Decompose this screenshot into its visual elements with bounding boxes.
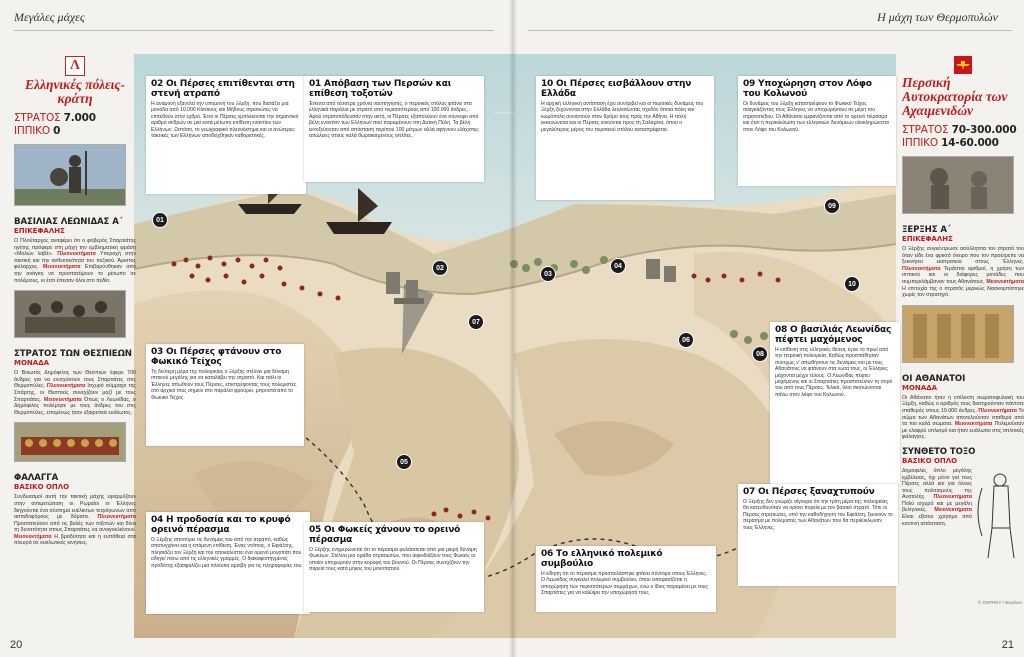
unit-name: ΟΙ ΑΘΑΝΑΤΟΙ [902, 373, 966, 384]
unit-description: Οι Αθάνατοι ήταν η επίλεκτη σωματοφυλακή του Ξέρξη, καθώς ο αριθμός τους διατηρούνταν πάντοτε σταθερός στους 10.000 άνδρες. Πλεονεκτήματα Το σώμα των Αθανάτων αποτελούνταν σταθερά από τα πιο καλά σώματα. Μειονεκτήματα Πολεμούσαν με ελαφρύ οπλισμό και ήταν ευάλωτοι στις οπλιτικές φάλαγγες. [902, 394, 1024, 441]
greek-title: Ελληνικές πόλεις-κράτη [25, 77, 125, 106]
unit-name: ΣΥΝΘΕΤΟ ΤΟΞΟ [902, 446, 976, 457]
event-text: Η είδηση ότι το πέρασμα προσπελάστηκε φτάνει σύντομα στους Έλληνες. Ο Λεωνίδας συγκαλεί πολεμικό συμβούλιο, όπου αποφασίζεται η αποχώρηση των περισσότερων συμμάχων, ενώ ο ίδιος παραμένει με τους Σπαρτιάτες για να καλύψει την υποχώρησή τους. [541, 571, 708, 597]
event-text: Ο Ξέρξης αποσύρει τις δυνάμεις του από την ατραπό, καθώς αποτυγχάνει και η επόμενη επίθεση. Ένας ντόπιος, ο Εφιάλτης, πλησιάζει τον Ξέρξη και του αποκαλύπτει ένα ορεινό μονοπάτι που οδηγεί πίσω από τις ελληνικές γραμμές. Ο διακαφοπηγμένος προδότης εξασφαλίζει μια πλούσια αμοιβή για τις πληροφορίες του. [151, 537, 303, 569]
header-rule-left [14, 30, 494, 31]
map-marker: 07 [468, 314, 484, 330]
event-title: 10 Οι Πέρσες εισβάλλουν στην Ελλάδα [541, 79, 692, 99]
event-text: Ο Ξέρξης δεν γνώριζε σίγουρα ότι την τρίτη μέρα της πολιορκίας θα κατευθυνόταν να ορίσει πορεία με τον βασικό στρατό. Τότε οι Πέρσες στρατιώτες, υπό την καθοδήγηση του Εφιάλτη, ξεκινούν το πέρασμα με πολεμιστές των Αθανάτων που θα περικύκλωναν τους Έλληνες. [743, 499, 893, 531]
section-title: Μεγάλες μάχες [14, 10, 85, 24]
unit-description: Ο Ξέρξης συγκέντρωσε ασύλληπτα τον στρατό του όταν είδε ένα φρικτό όνειρο που τον προέτρεπε να ξεκινήσει εκστρατεία στους Έλληνες. Πλεονεκτήματα Τεράστια αριθμοί, η χρήση των ιππικού και οι διάφορες μονάδες που συμπεριλάμβαναν τους Αθανάτους. Μειονεκτήματα Η επιτυχία της ο στρατός μερικώς διασκορπίστηκε χωρίς τον στρατηγό. [902, 246, 1024, 299]
event-title: 09 Υποχώρηση στον Λόφο του Κολωνού [743, 79, 872, 99]
persian-army-stat: ΣΤΡΑΤΟΣ 70-300.000 [902, 124, 1017, 136]
lambda-shield-icon: Λ [65, 56, 85, 76]
event-text: Η επίθεση στις ελληνικές θέσεις έγινε το πρωί από την περσική πολιορκία. Καθώς προσπάθησαν συνεχώς ν' απωθήσουν τις δυνάμεις και με τους Αθανάτους να φτάνουν στα νώτα τους, οι Έλληνες μάχονται μέχρι τέλους. Ο Λεωνίδας πέφτει μαχόμενος και οι Σπαρτιάτες προστατεύουν τη σορό του από τους Πέρσες. Τελικά, όλοι σκοτώνονται πάνω στον λόφο του Κολωνού. [775, 347, 893, 398]
map-marker: 09 [824, 198, 840, 214]
event-title: 06 Το ελληνικό πολεμικό συμβούλιο [541, 549, 663, 569]
unit-type: ΒΑΣΙΚΟ ΟΠΛΟ [14, 483, 70, 492]
map-marker: 04 [610, 258, 626, 274]
event-title: 03 Οι Πέρσες φτάνουν στο Φωκικό Τείχος [151, 347, 282, 367]
unit-name: ΦΑΛΑΓΓΑ [14, 473, 59, 484]
unit-description: Ο Βοιωτός Δημόφιλος των Θεσπιών έφερε 700 άνδρες για να ενισχύσουν τους Σπαρτιάτες στις Θερμοπύλες. Πλεονεκτήματα Ισχυρό σύμμαχο της Σπάρτης, οι Θεσπιείς συνεχίζουν μαζί με τους Σπαρτιάτες. Μειονεκτήματα Όπως ο Λεωνίδας, ο Δημόφιλος πολέμησε με τους άνδρες του στις Θερμοπύλες, επομένως ήταν εξαιρετικά ευάλωτος. [14, 370, 136, 416]
immortals-relief-photo [902, 305, 1014, 363]
article-title: Η μάχη των Θερμοπυλών [877, 10, 998, 24]
archer-drawing [974, 468, 1020, 560]
event-callout [146, 344, 304, 446]
event-title: 07 Οι Πέρσες ξαναχτυπούν [743, 487, 875, 497]
unit-type: ΜΟΝΑΔΑ [14, 359, 50, 368]
event-callout [738, 484, 898, 586]
event-callout [738, 76, 896, 186]
event-text: Τη δεύτερη μέρα της πολιορκίας ο Ξέρξης στέλνει μια δύναμη ιππικού μεγάλης για να καταλάβει την ατραπό. Και πάλι οι Έλληνες απωθούν τους Πέρσες, επιστρέφοντας τους πολεμιστές στο αρχικό τους σημείο στο παράλιο φρούριο, μπροστά από το Φωκικό Τείχος. [151, 369, 297, 401]
unit-name: ΒΑΣΙΛΙΑΣ ΛΕΩΝΙΔΑΣ Α΄ [14, 217, 123, 227]
leonidas-statue-photo [14, 144, 126, 206]
event-callout [770, 322, 900, 484]
page-number-left: 20 [10, 639, 23, 651]
event-title: 04 Η προδοσία και το κρυφό ορεινό πέρασμα [151, 515, 291, 535]
event-callout [146, 512, 310, 614]
map-marker: 01 [152, 212, 168, 228]
event-title: 02 Οι Πέρσες επιτίθενται στη στενή ατραπό [151, 79, 295, 99]
greek-cavalry-stat: ΙΠΠΙΚΟ 0 [14, 125, 61, 137]
greek-sidebar [14, 54, 136, 638]
unit-description: Συνδυασμοί αυτή την τακτική μάχης εφαρμόζουν στην αντιμετώπιση οι Ρωμαίοι οι Έλληνες διηγούνται ένα σύστημα ευέλικτων τετράγωνων από ασπιδοφόρους με δόρατα. Πλεονεκτήματα Προστατεύουν από τις βολές των τοξοτών και δίνει τη δυνατότητα στους Σπαρτιάτες να ανοιγοκλείνουν. Μειονεκτήματα Η βραδύτητα και η ευπάθεια στα πλευρά σε κυκλωτικές κινήσεις. [14, 494, 136, 547]
map-marker: 02 [432, 260, 448, 276]
unit-type: ΕΠΙΚΕΦΑΛΗΣ [14, 227, 65, 235]
xerxes-relief-photo [902, 156, 1014, 214]
header-rule-right [528, 30, 1012, 31]
page-number-right: 21 [1001, 639, 1014, 651]
persian-cavalry-stat: ΙΠΠΙΚΟ 14-60.000 [902, 137, 999, 149]
persian-sidebar [902, 54, 1024, 638]
event-callout [304, 76, 484, 182]
unit-description: Ο Πλούταρχος αναφέρει ότι ο φοβερός Σπαρτιάτης ηγέτης πρόφερε στη μάχη την εμβληματική φράση «Μολών λαβέ». Πλεονεκτήματα Υπεροχή στην τακτική και την ανθεκτικότητα του πεζικού. Άριστος φύλαρχος. Μειονεκτήματα Επιβαρύνθηκαν από την ανάγκη να προστατέψουν το μέτωπο σε πολέμιους, κι έτσι έπεσαν όλοι στο πεδίο. [14, 238, 136, 284]
event-callout [304, 522, 484, 612]
image-credit: © OSPREY / Bourbon [978, 600, 1023, 605]
unit-name: ΣΤΡΑΤΟΣ ΤΩΝ ΘΕΣΠΙΕΩΝ [14, 349, 132, 360]
faravahar-icon [954, 56, 972, 74]
event-text: Η αναμονή εξαντλεί την υπομονή του Ξέρξη, που διατάζει μια μονάδα από 10.000 Κίσσιους και Μήδους στρατιώτες να επιτεθούν στον εχθρό. Έτσι οι Πέρσες εμπλέκονται την σημαντικό αριθμό ανδρών σε μια κατά μέτωπο επίθεση εναντίον των Ελλήνων. Ωστόσο, το γεωγραφικό πλεονέκτημα και οι ανώτερες τακτικές των Ελλήνων αποδείχθηκαν καθοριστικές. [151, 101, 299, 140]
event-text: Η αρχική ελληνική αντίσταση έχει συντριβεί και οι περσικές δυνάμεις του Ξέρξη ξεχύνονται στην Ελλάδα λεηλατώντας σχεδόν όποια πόλη και κωμόπολη συναντούν στον δρόμο τους προς την Αθήνα. Η πόλη εκκενώνεται και οι Πέρσες κινούνται προς τη Σαλαμίνα, όπου ο μεγαλύτερος μέρος του περσικού στόλου καταστρέφεται. [541, 101, 704, 133]
unit-type: ΜΟΝΑΔΑ [902, 383, 938, 392]
event-text: Οι δυνάμεις του Ξέρξη καταστρέφουν το Φωκικό Τείχος αναγκάζοντας τους Έλληνες να υποχωρήσουν σε μέρη του στρατοπέδου. Οι Αθάνατοι εμφανίζονται από το ορεινό πέρασμα και έτσι η περικύκλωση των ελληνικών δυνάμεων ολοκληρώνεται στον Λόφο του Κολωνού. [743, 101, 889, 133]
event-title: 05 Οι Φωκείς χάνουν το ορεινό πέρασμα [309, 525, 461, 545]
event-text: Έπειτα από τέσσερα χρόνια ναυπήγησης, ο περσικός στόλος φτάνει στα ελληνικά παράλια με στρατό από περισσότερους από 100.000 άνδρες. Αφού στρατοπέδευσαν στην ακτή, οι Πέρσες εξαπολύουν ένα σύννεφο από βέλη εναντίον των Ελλήνων που παραμένουν στη Δυτική Πύλη. Τα βέλη εκτοξεύονταν από απόσταση περίπου 100 μέτρων αλλά αφήνουν ελάχιστες απώλειες στους καλά θωρακισμένους οπλίτες. [309, 101, 479, 140]
thespian-army-photo [14, 290, 126, 338]
spine-shadow [509, 0, 517, 657]
phalanx-photo [14, 422, 126, 462]
event-callout [536, 76, 714, 200]
map-marker: 03 [540, 266, 556, 282]
event-callout [536, 546, 716, 612]
persian-title: Περσική Αυτοκρατορία των Αχαιμενιδών [902, 75, 1008, 118]
map-marker: 06 [678, 332, 694, 348]
map-marker: 10 [844, 276, 860, 292]
unit-type: ΒΑΣΙΚΟ ΟΠΛΟ [902, 456, 958, 465]
event-title: 01 Απόβαση των Περσών και επίθεση τοξοτών [309, 79, 452, 99]
unit-type: ΕΠΙΚΕΦΑΛΗΣ [902, 235, 953, 243]
event-text: Ο Ξέρξης ενημερώνεται ότι το πέρασμα φυλάσσεται από μια μικρή δύναμη Φωκέων. Στέλνει μια ομάδα στρατιωτών, που αιφνιδιάζουν τους Φωκείς οι οποίοι υποχωρούν στην κορυφή του βουνού. Οι Πέρσες συνεχίζουν την πορεία τους κατά μήκος του μονοπατιού. [309, 547, 477, 573]
unit-name: ΞΕΡΞΗΣ Α΄ [902, 225, 951, 235]
event-title: 08 Ο βασιλιάς Λεωνίδας πέφτει μαχόμενος [775, 325, 892, 345]
unit-description: Δημοφιλές όπλο μεγάλης εμβέλειας, όχι μόνο για τους Πέρσες αλλά και για όλους τους πολιτισμούς της Ανατολής. Πλεονεκτήματα Πολύ ισχυρό και με μεγάλη βεληνεκές. Μειονεκτήματα Είναι εξίσου χρήσιμο από κοντινή απόσταση. [902, 467, 972, 527]
event-callout [146, 76, 306, 194]
greek-army-stat: ΣΤΡΑΤΟΣ 7.000 [14, 112, 96, 124]
map-marker: 05 [396, 454, 412, 470]
map-marker: 08 [752, 346, 768, 362]
